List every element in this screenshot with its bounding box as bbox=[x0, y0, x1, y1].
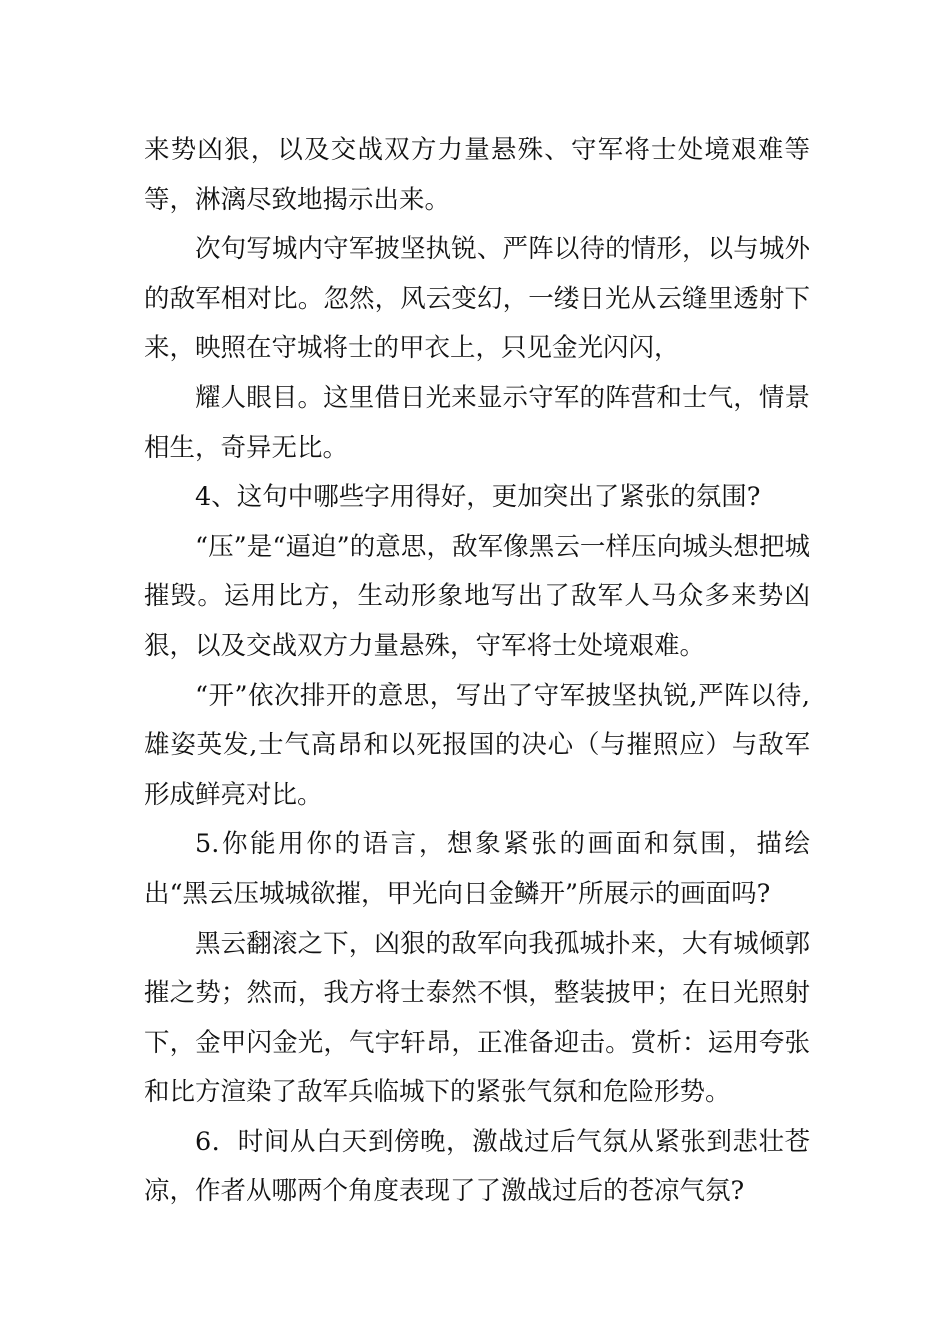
paragraph-3: 耀人眼目。这里借日光来显示守军的阵营和士气，情景相生，奇异无比。 bbox=[144, 382, 810, 463]
answer-4-ya: “压”是“逼迫”的意思，敌军像黑云一样压向城头想把城摧毁。运用比方，生动形象地写出了敌军人马众多来势凶狠，以及交战双方力量悬殊，守军将士处境艰难。 bbox=[144, 531, 810, 661]
paragraph-1: 来势凶狠，以及交战双方力量悬殊、守军将士处境艰难等等，淋漓尽致地揭示出来。 bbox=[144, 135, 810, 215]
question-4: 4、这句中哪些字用得好，更加突出了紧张的氛围? bbox=[195, 482, 761, 513]
question-6: 6．时间从白天到傍晚，激战过后气氛从紧张到悲壮苍凉，作者从哪两个角度表现了了激战过后的苍凉气氛? bbox=[144, 1126, 810, 1207]
answer-5: 黑云翻滚之下，凶狠的敌军向我孤城扑来，大有城倾郭摧之势；然而，我方将士泰然不惧，整装披甲；在日光照射下，金甲闪金光，气宇轩昂，正准备迎击。赏析：运用夸张和比方渲染了敌军兵临城下的紧张气氛和危险形势。 bbox=[144, 928, 810, 1108]
question-5: 5.你能用你的语言，想象紧张的画面和氛围，描绘出“黑云压城城欲摧，甲光向日金鳞开”所展示的画面吗? bbox=[144, 829, 810, 909]
document-body bbox=[144, 126, 810, 1217]
paragraph-2: 次句写城内守军披坚执锐、严阵以待的情形，以与城外的敌军相对比。忽然，风云变幻，一缕日光从云缝里透射下来，映照在守城将士的甲衣上，只见金光闪闪， bbox=[144, 234, 810, 364]
answer-4-kai: “开”依次排开的意思，写出了守军披坚执锐,严阵以待,雄姿英发,士气高昂和以死报国的决心（与摧照应）与敌军形成鲜亮对比。 bbox=[144, 680, 810, 810]
